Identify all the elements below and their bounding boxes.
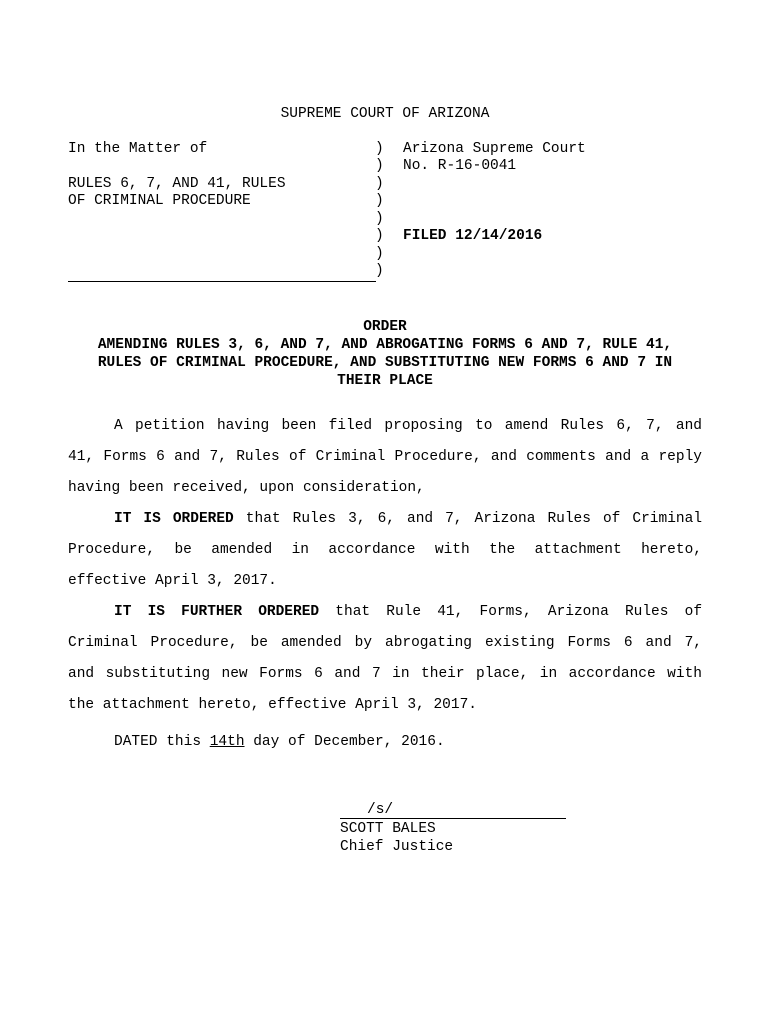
caption-left-line: RULES 6, 7, AND 41, RULES xyxy=(68,176,286,192)
paragraph-text: effective April 3, 2017. xyxy=(68,573,277,589)
dated-prefix: DATED this xyxy=(114,734,202,750)
caption-separator: ) xyxy=(375,228,384,244)
order-title: ORDER xyxy=(363,319,407,335)
caption-separator: ) xyxy=(375,176,384,192)
dated-day: 14th xyxy=(209,734,245,750)
caption-separator: ) xyxy=(375,211,384,227)
caption-left-line: OF CRIMINAL PROCEDURE xyxy=(68,193,251,209)
signer-name: SCOTT BALES xyxy=(340,821,436,837)
caption-separator: ) xyxy=(375,263,384,279)
order-subtitle-line: AMENDING RULES 3, 6, AND 7, AND ABROGATING FORMS 6 AND 7, RULE 41, xyxy=(97,337,673,353)
caption-underline xyxy=(68,281,376,282)
paragraph-text: and substituting new Forms 6 and 7 in their place, in accordance with xyxy=(68,666,702,682)
paragraph-text: Procedure, be amended in accordance with the attachment hereto, xyxy=(68,542,702,558)
paragraph-text: that Rule 41, Forms, Arizona Rules of xyxy=(335,604,703,620)
paragraph-text: Criminal Procedure, be amended by abrogating existing Forms 6 and 7, xyxy=(68,635,702,651)
further-ordered-lead: IT IS FURTHER ORDERED xyxy=(114,604,320,620)
paragraph-text: that Rules 3, 6, and 7, Arizona Rules of Criminal xyxy=(245,511,703,527)
dated-line xyxy=(114,734,445,750)
signature-mark: /s/ xyxy=(367,802,394,818)
paragraph-text: A petition having been filed proposing to amend Rules 6, 7, and xyxy=(114,418,702,434)
dated-suffix: day of December, 2016. xyxy=(253,734,445,750)
ordered-lead: IT IS ORDERED xyxy=(114,511,234,527)
signer-title: Chief Justice xyxy=(340,839,454,855)
order-title-block xyxy=(60,318,710,390)
caption-left-line: In the Matter of xyxy=(68,141,208,157)
order-subtitle-line: THEIR PLACE xyxy=(337,373,433,389)
paragraph-text: having been received, upon consideration, xyxy=(68,480,425,496)
paragraph-text: 41, Forms 6 and 7, Rules of Criminal Procedure, and comments and a reply xyxy=(68,449,702,465)
caption-separator: ) xyxy=(375,141,384,157)
court-heading: SUPREME COURT OF ARIZONA xyxy=(280,106,490,122)
caption-separator: ) xyxy=(375,193,384,209)
order-subtitle-line: RULES OF CRIMINAL PROCEDURE, AND SUBSTITUTING NEW FORMS 6 AND 7 IN xyxy=(97,355,673,371)
signature-line xyxy=(340,818,566,819)
caption-separator: ) xyxy=(375,158,384,174)
paragraph-text: the attachment hereto, effective April 3, 2017. xyxy=(68,697,477,713)
court-name: Arizona Supreme Court xyxy=(403,141,586,157)
case-number: No. R-16-0041 xyxy=(403,158,517,174)
caption-separator: ) xyxy=(375,246,384,262)
filed-date: FILED 12/14/2016 xyxy=(403,228,543,244)
